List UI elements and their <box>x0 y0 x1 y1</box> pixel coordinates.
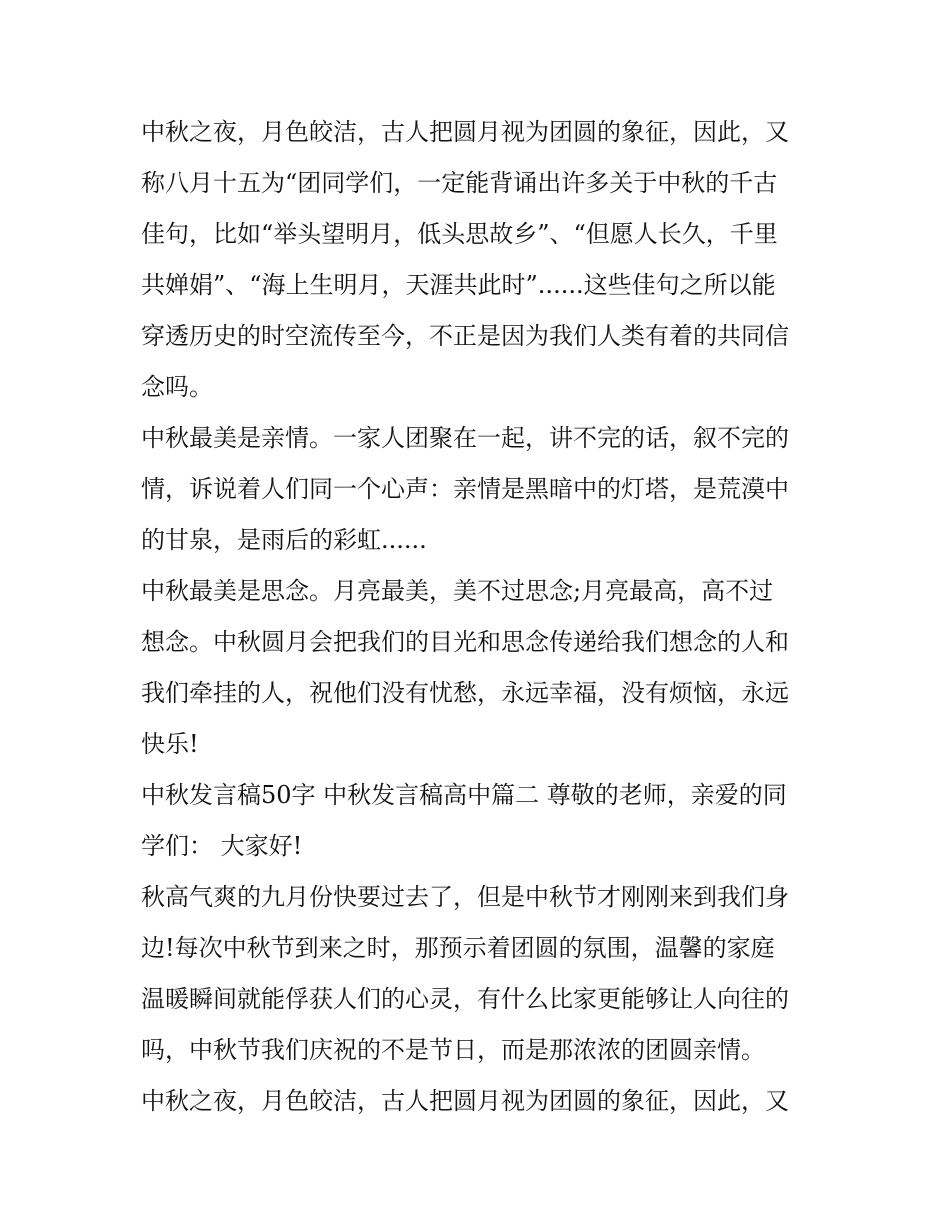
document-body <box>141 107 821 1127</box>
paragraph-autumn-weather <box>141 872 821 1076</box>
text-line: 学们： 大家好! <box>141 832 303 860</box>
text-line: 中秋之夜，月色皎洁，古人把圆月视为团圆的象征，因此，又 <box>141 118 789 146</box>
text-line: 我们牵挂的人，祝他们没有忧愁，永远幸福，没有烦恼，永远 <box>141 679 789 707</box>
paragraph-speech-heading <box>141 770 821 872</box>
text-line: 穿透历史的时空流传至今，不正是因为我们人类有着的共同信 <box>141 322 789 350</box>
paragraph-mid-autumn-night <box>141 107 821 413</box>
text-line: 快乐! <box>141 730 199 758</box>
text-line: 中秋最美是亲情。一家人团聚在一起，讲不完的话，叙不完的 <box>141 424 789 452</box>
text-line: 温暖瞬间就能俘获人们的心灵，有什么比家更能够让人向往的 <box>141 985 789 1013</box>
paragraph-family-love <box>141 413 821 566</box>
text-line: 秋高气爽的九月份快要过去了，但是中秋节才刚刚来到我们身 <box>141 883 789 911</box>
paragraph-mid-autumn-night-repeat <box>141 1076 821 1127</box>
text-line: 称八月十五为“团同学们，一定能背诵出许多关于中秋的千古 <box>141 169 778 197</box>
text-line: 情，诉说着人们同一个心声：亲情是黑暗中的灯塔，是荒漠中 <box>141 475 789 503</box>
text-line: 佳句，比如“举头望明月，低头思故乡”、“但愿人长久，千里 <box>141 220 778 248</box>
text-line: 吗，中秋节我们庆祝的不是节日，而是那浓浓的团圆亲情。 <box>141 1036 765 1064</box>
text-line: 的甘泉，是雨后的彩虹...... <box>141 526 427 554</box>
text-line: 中秋最美是思念。月亮最美，美不过思念;月亮最高，高不过 <box>141 577 774 605</box>
text-line: 念吗。 <box>141 373 213 401</box>
text-line: 共婵娟”、“海上生明月，天涯共此时”......这些佳句之所以能 <box>141 271 776 299</box>
text-line: 想念。中秋圆月会把我们的目光和思念传递给我们想念的人和 <box>141 628 789 656</box>
text-line: 中秋之夜，月色皎洁，古人把圆月视为团圆的象征，因此，又 <box>141 1087 789 1115</box>
text-line: 边!每次中秋节到来之时，那预示着团圆的氛围，温馨的家庭 <box>141 934 775 962</box>
text-line: 中秋发言稿50字 中秋发言稿高中篇二 尊敬的老师，亲爱的同 <box>141 781 787 809</box>
paragraph-missing <box>141 566 821 770</box>
